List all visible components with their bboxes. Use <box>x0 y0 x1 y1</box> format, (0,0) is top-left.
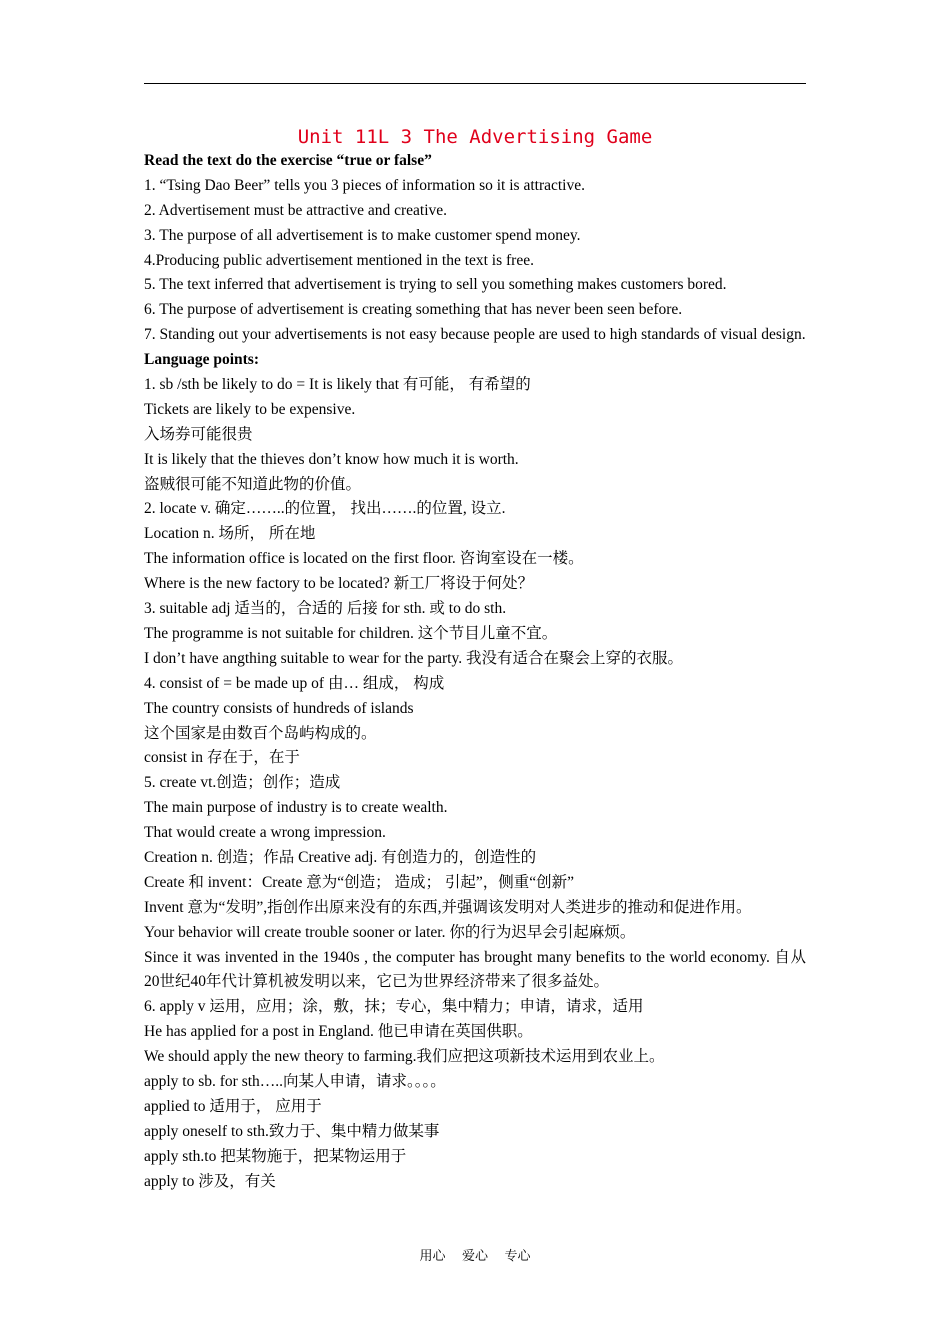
text-line: 6. apply v 运用，应用；涂，敷，抹；专心，集中精力；申请，请求，适用 <box>144 998 644 1016</box>
text-line: applied to 适用于， 应用于 <box>144 1097 322 1115</box>
text-line: Tickets are likely to be expensive. <box>144 400 356 418</box>
text-line: 1. sb /sth be likely to do = It is likely that 有可能， 有希望的 <box>144 376 531 394</box>
text-line: 这个国家是由数百个岛屿构成的。 <box>144 724 377 742</box>
text-line: 6. The purpose of advertisement is creating something that has never been seen before. <box>144 301 683 319</box>
text-line: We should apply the new theory to farming.我们应把这项新技术运用到农业上。 <box>144 1048 665 1066</box>
document-body <box>144 149 806 1194</box>
text-line: Since it was invented in the 1940s , the computer has brought many benefits to the world economy. 自从20世纪40年代计算机被发明以来，它已为世界经济带来了很多益处。 <box>144 948 806 991</box>
text-line: Location n. 场所， 所在地 <box>144 525 316 543</box>
text-line: Create 和 invent：Create 意为“创造； 造成； 引起”，侧重“创新” <box>144 873 575 891</box>
text-line: 2. Advertisement must be attractive and creative. <box>144 201 447 219</box>
text-line: 盗贼很可能不知道此物的价值。 <box>144 475 362 493</box>
section-heading: Language points: <box>144 351 259 369</box>
text-line: The main purpose of industry is to create wealth. <box>144 799 448 817</box>
text-line: apply oneself to sth.致力于、集中精力做某事 <box>144 1122 440 1140</box>
text-line: 5. create vt.创造；创作；造成 <box>144 774 341 792</box>
page-footer: 用心 爱心 专心 <box>419 1249 531 1264</box>
text-line: It is likely that the thieves don’t know how much it is worth. <box>144 450 519 468</box>
text-line: apply to 涉及，有关 <box>144 1172 276 1190</box>
text-line: Invent 意为“发明”,指创作出原来没有的东西,并强调该发明对人类进步的推动和促进作用。 <box>144 898 752 916</box>
text-line: I don’t have angthing suitable to wear for the party. 我没有适合在聚会上穿的衣服。 <box>144 649 683 667</box>
text-line: That would create a wrong impression. <box>144 824 386 842</box>
text-line: 2. locate v. 确定……..的位置， 找出…….的位置, 设立. <box>144 500 506 518</box>
text-line: 4. consist of = be made up of 由… 组成， 构成 <box>144 674 445 692</box>
text-line: 1. “Tsing Dao Beer” tells you 3 pieces of information so it is attractive. <box>144 176 585 194</box>
text-line: The country consists of hundreds of islands <box>144 699 414 717</box>
text-line: Creation n. 创造；作品 Creative adj. 有创造力的，创造性的 <box>144 848 537 866</box>
section-heading: Read the text do the exercise “true or false” <box>144 152 432 169</box>
page-title: Unit 11L 3 The Advertising Game <box>297 126 653 148</box>
text-line: consist in 存在于，在于 <box>144 749 300 767</box>
text-line: 5. The text inferred that advertisement is trying to sell you something makes customers bored. <box>144 276 727 294</box>
text-line: 3. suitable adj 适当的，合适的 后接 for sth. 或 to do sth. <box>144 600 507 618</box>
text-line: Your behavior will create trouble sooner or later. 你的行为迟早会引起麻烦。 <box>144 923 636 941</box>
text-line: He has applied for a post in England. 他已申请在英国供职。 <box>144 1023 533 1041</box>
text-line: 入场券可能很贵 <box>144 425 253 443</box>
text-line: apply to sb. for sth…..向某人申请，请求。。。。 <box>144 1073 446 1090</box>
text-line: 3. The purpose of all advertisement is to make customer spend money. <box>144 226 581 244</box>
text-line: 7. Standing out your advertisements is not easy because people are used to high standards of visual design. <box>144 326 806 344</box>
text-line: apply sth.to 把某物施于，把某物运用于 <box>144 1147 407 1165</box>
text-line: The programme is not suitable for children. 这个节目儿童不宜。 <box>144 624 558 642</box>
text-line: The information office is located on the first floor. 咨询室设在一楼。 <box>144 550 584 568</box>
text-line: Where is the new factory to be located? 新工厂将设于何处？ <box>144 575 534 593</box>
text-line: 4.Producing public advertisement mentioned in the text is free. <box>144 251 534 269</box>
header-rule <box>144 83 806 84</box>
